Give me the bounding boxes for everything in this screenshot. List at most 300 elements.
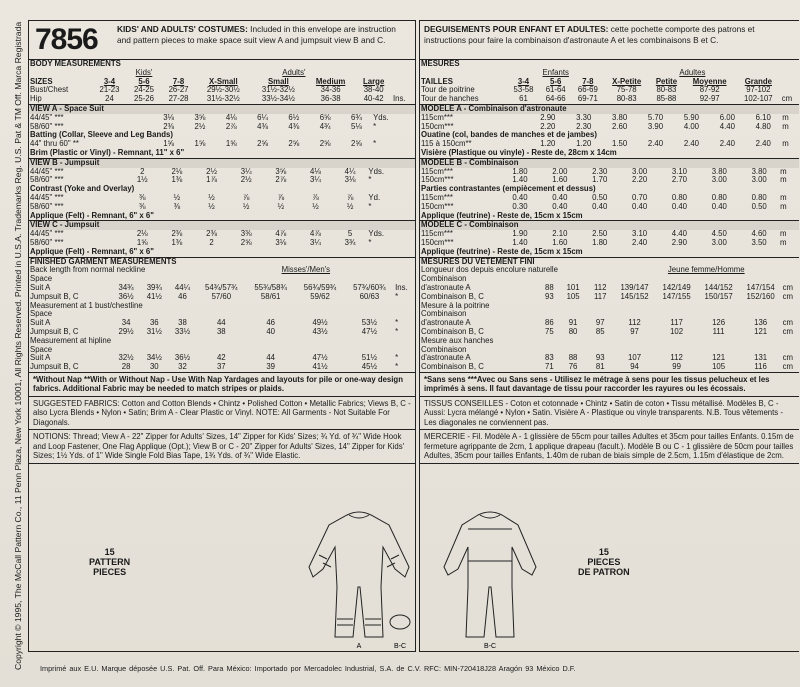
table-cell: 2.50 <box>592 229 608 239</box>
intro-en <box>117 24 411 45</box>
finished-sub-row <box>29 266 415 275</box>
finished-subtitle: Back length from normal neckline <box>30 265 146 275</box>
table-cell: 54¾/57¾ <box>205 282 238 292</box>
table-cell: 3¼ <box>240 166 252 176</box>
table-cell: 2⅜ <box>206 229 217 239</box>
row-label: Measurement at hipline <box>30 335 112 345</box>
table-cell: 0.40 <box>711 201 727 211</box>
unit-label: * <box>368 237 372 247</box>
table-cell: 0.40 <box>631 201 648 211</box>
pieces-word-1: PATTERN <box>89 557 131 567</box>
table-cell: 0.40 <box>552 201 568 211</box>
table-cell: 25-26 <box>134 94 154 104</box>
table-cell: ⅜ <box>139 201 146 211</box>
table-cell: 44 <box>216 318 226 328</box>
view-title: MODELE C - Combinaison <box>420 221 799 230</box>
table-cell: ⅞ <box>277 192 285 202</box>
table-cell: 36½ <box>118 291 134 301</box>
row-label: 44/45" *** <box>30 166 64 176</box>
modele-b-fr <box>420 159 799 222</box>
yardage-row <box>420 185 799 194</box>
table-cell: 107 <box>628 353 642 363</box>
table-cell: 46 <box>266 318 276 328</box>
row-label: Space <box>30 309 53 319</box>
table-cell: 142/149 <box>662 282 691 292</box>
table-cell: 6⅝ <box>319 112 331 122</box>
table-cell: 126 <box>712 318 726 328</box>
yardage-row <box>29 185 415 194</box>
yardage-row <box>29 194 415 203</box>
finished-subtitle: Longueur dos depuis encolure naturelle <box>421 265 558 275</box>
table-cell: 24-25 <box>134 85 154 95</box>
table-cell: 2⅝ <box>351 139 362 149</box>
view-title: VIEW B - Jumpsuit <box>29 159 415 168</box>
table-cell: 97 <box>595 318 605 328</box>
view-bc-back-drawing <box>393 507 570 651</box>
yardage-row <box>420 248 799 257</box>
table-cell: 31½ <box>146 326 162 336</box>
table-cell: 1⅝ <box>194 139 206 149</box>
row-label: Batting (Collar, Sleeve and Leg Bands) <box>30 130 173 140</box>
table-cell: ½ <box>277 201 285 211</box>
table-cell: 28 <box>121 362 131 372</box>
table-cell: 101 <box>566 282 580 292</box>
view-header-row <box>420 221 799 230</box>
english-panel <box>28 20 416 652</box>
table-cell: 1.60 <box>552 237 568 247</box>
table-cell: 2⅜ <box>163 121 175 131</box>
table-cell: 1⅜ <box>171 175 183 185</box>
row-label: Jumpsuit B, C <box>30 362 79 372</box>
unit-label: * <box>395 318 399 328</box>
table-cell: 71 <box>545 362 554 372</box>
table-cell: 46 <box>178 291 187 301</box>
row-label: Combinaison B, C <box>421 326 484 336</box>
unit-label: * <box>395 362 399 372</box>
table-cell: 0.50 <box>751 201 767 211</box>
unit-label: m <box>780 166 787 176</box>
finished-row <box>420 337 799 346</box>
table-cell: 3⅛ <box>163 112 175 122</box>
pieces-count: 15 <box>104 547 115 557</box>
table-cell: 116 <box>754 362 767 372</box>
body-measurements-title: BODY MEASUREMENTS <box>30 59 121 68</box>
modele-c-table <box>420 221 799 256</box>
table-cell: 61-64 <box>545 85 566 95</box>
row-label: Applique (Felt) - Remnant, 6" x 6" <box>30 210 154 220</box>
table-cell: 4.80 <box>755 121 771 131</box>
unit-label: * <box>395 291 399 301</box>
finished-row <box>29 302 415 311</box>
section-header-row <box>420 60 799 69</box>
unit-label: * <box>395 326 399 336</box>
table-cell: 66-69 <box>577 85 598 95</box>
table-cell: 2⅝ <box>288 139 300 149</box>
mesures-fr <box>420 60 799 105</box>
row-label: Applique (feutrine) - Reste de, 15cm x 15cm <box>421 210 583 220</box>
table-cell: 34 <box>121 318 131 328</box>
table-cell: 4.40 <box>719 121 735 131</box>
table-cell: 3¾ <box>344 237 356 247</box>
row-label: 150cm*** <box>421 201 454 211</box>
table-cell: 80-83 <box>616 94 637 104</box>
yardage-row <box>420 114 799 123</box>
table-cell: 2.90 <box>540 112 556 122</box>
table-cell: 2.40 <box>631 237 648 247</box>
row-label: 44/45" *** <box>30 112 64 122</box>
table-cell: 102-107 <box>744 94 773 104</box>
table-cell: 1.90 <box>512 229 528 239</box>
unit-label: Ins. <box>395 282 408 292</box>
table-cell: 139/147 <box>620 282 649 292</box>
modele-b-table <box>420 159 799 221</box>
nap-note-en: *Without Nap **With or Without Nap - Use With Nap Yardages and layouts for pile or one-way design fabrics. Additional Fabric may be needed to match stripes or plaids. <box>29 373 415 397</box>
finished-row <box>420 363 799 372</box>
table-cell: 6.10 <box>755 112 771 122</box>
table-cell: 4.60 <box>751 229 767 239</box>
size-Grande: Grande <box>744 76 772 86</box>
table-cell: 2.40 <box>683 139 700 149</box>
table-cell: 41½ <box>312 362 328 372</box>
unit-label: cm <box>782 353 794 363</box>
row-label: Contrast (Yoke and Overlay) <box>30 184 135 194</box>
intro-en-title: KIDS' AND ADULTS' COSTUMES: <box>117 24 248 34</box>
unit-label: m <box>782 139 789 149</box>
table-cell: 55¾/58¾ <box>254 282 287 292</box>
table-cell: 64-66 <box>545 94 566 104</box>
table-cell: ½ <box>208 201 215 211</box>
table-cell: 93 <box>595 353 605 363</box>
row-label: Space <box>30 274 53 284</box>
table-cell: 1⅞ <box>206 175 217 185</box>
size-X-Small: X-Small <box>209 76 238 86</box>
table-cell: 3⅛ <box>344 175 356 185</box>
row-label: 44" thru 60" ** <box>30 139 79 149</box>
table-cell: 3.80 <box>612 112 628 122</box>
size-3-4: 3-4 <box>517 76 530 86</box>
view-a-table <box>29 105 415 158</box>
table-cell: 3.80 <box>711 166 727 176</box>
table-cell: 112 <box>628 318 641 328</box>
table-cell: 4.00 <box>683 121 700 131</box>
table-cell: 136 <box>754 318 768 328</box>
table-cell: 2 <box>140 166 145 176</box>
table-cell: 31½-32½ <box>206 94 240 104</box>
size-5-6: 5-6 <box>138 76 150 86</box>
table-cell: 2 <box>209 237 214 247</box>
table-cell: 94 <box>630 362 639 372</box>
table-cell: 53½ <box>361 318 377 328</box>
table-cell: 3⅜ <box>240 229 252 239</box>
view-title: MODELE A - Combinaison d'astronaute <box>420 105 799 114</box>
table-cell: ⅞ <box>346 192 354 202</box>
table-cell: 24 <box>105 94 114 104</box>
size-5-6: 5-6 <box>550 76 562 86</box>
table-cell: 1½ <box>136 175 148 185</box>
modele-a-table <box>420 105 799 158</box>
table-cell: 147/155 <box>662 291 691 301</box>
table-cell <box>781 69 799 78</box>
table-cell: 99 <box>672 362 681 372</box>
table-cell: 88 <box>545 282 554 292</box>
unit-label: cm <box>782 291 794 301</box>
table-cell: 117 <box>670 318 683 328</box>
table-cell: 6½ <box>288 112 300 122</box>
figure-area-fr <box>393 507 799 651</box>
table-cell: 0.70 <box>631 192 648 202</box>
group-2-label: Adults' <box>282 67 306 77</box>
row-label: Measurement at 1 bust/chestline <box>30 300 143 310</box>
table-cell: 4⅛ <box>310 166 321 176</box>
table-cell: 34-36 <box>320 85 341 95</box>
table-cell: 3.00 <box>751 175 767 185</box>
table-cell: 3.10 <box>631 229 648 239</box>
yardage-row <box>420 168 799 177</box>
pattern-pieces-fr <box>578 547 630 577</box>
row-label: Visière (Plastique ou vinyle) - Reste de, 28cm x 14cm <box>421 147 617 157</box>
row-label: Jumpsuit B, C <box>30 291 79 301</box>
row-label: d'astronaute A <box>421 353 471 363</box>
table-cell: 59/62 <box>310 291 330 301</box>
table-cell: 2⅝ <box>257 139 268 149</box>
view-c-table <box>29 221 415 256</box>
table-cell: 1.80 <box>512 166 528 176</box>
table-cell: 2.40 <box>719 139 735 149</box>
table-cell: 0.80 <box>711 192 727 202</box>
unit-label: cm <box>781 94 793 104</box>
row-label: Suit A <box>30 318 51 328</box>
table-cell: 39¾ <box>146 282 162 292</box>
finished-row <box>29 337 415 346</box>
fini-table <box>420 258 799 372</box>
row-label: Suit A <box>30 353 51 363</box>
table-cell: 3.00 <box>711 175 727 185</box>
modele-a-fr <box>420 105 799 159</box>
yardage-row <box>29 248 415 257</box>
measurement-row <box>29 95 415 104</box>
table-cell: 152/160 <box>746 291 775 301</box>
row-label: 115cm*** <box>421 229 453 239</box>
table-cell: 0.80 <box>751 192 767 202</box>
table-cell: 3.00 <box>711 237 727 247</box>
row-label: 44/45" *** <box>30 229 64 239</box>
copyright-sidebar <box>2 20 24 670</box>
table-cell: 1.40 <box>512 175 528 185</box>
row-label: 44/45" *** <box>30 192 64 202</box>
mesures-table <box>420 60 799 104</box>
pieces-word-1-fr: PIECES <box>587 557 621 567</box>
row-label: Mesure à la poitrine <box>421 300 490 310</box>
table-cell: 2.00 <box>552 166 568 176</box>
table-cell: ⅜ <box>139 192 146 202</box>
intro-fr-text: cette pochette comporte des patrons et instructions pour faire la combinaison d'astronaute A et les combinaisons B et C. <box>424 24 755 45</box>
group-2-label: Adultes <box>679 67 706 77</box>
table-cell: 112 <box>594 282 607 292</box>
table-cell: 91 <box>568 318 578 328</box>
table-cell: 1.80 <box>592 237 608 247</box>
row-label: 58/60" *** <box>30 201 64 211</box>
finished-measurements-table <box>29 258 415 372</box>
yardage-row <box>420 230 799 239</box>
pieces-word-2-fr: DE PATRON <box>578 567 630 577</box>
yardage-row <box>420 149 799 158</box>
unit-label: m <box>779 237 787 247</box>
table-cell: 2⅞ <box>275 175 287 185</box>
yardage-row <box>29 230 415 239</box>
finished-row <box>420 346 799 355</box>
row-label: 115cm*** <box>421 112 453 122</box>
table-cell: 21-23 <box>99 85 120 95</box>
copyright-text: Copyright © 1995, The McCall Pattern Co., 11 Penn Plaza, New York 10001, All Rights Reserved. Printed in U.S.A. Trademarks Reg. U.S. Pat & TM Off. Marca Registrada <box>13 21 23 670</box>
fabrics-en: SUGGESTED FABRICS: Cotton and Cotton Blends • Chintz • Polished Cotton • Metallic Fabrics; Views B, C - also Lycra Blends • Nylon • Satin; Brim A - Clear Plastic or Vinyl. NOTE: All Garments - Not Suitable For Diagonals. <box>29 397 415 431</box>
row-label: Applique (Felt) - Remnant, 6" x 6" <box>30 246 154 256</box>
unit-label: * <box>368 201 372 211</box>
table-cell: 33½-34½ <box>261 94 295 104</box>
row-label: 150cm*** <box>421 175 454 185</box>
size-7-8: 7-8 <box>582 76 594 86</box>
table-cell: 40-42 <box>363 94 384 104</box>
table-cell: 40 <box>266 326 276 336</box>
finished-title: MESURES DU VETEMENT FINI <box>421 256 535 266</box>
table-cell: 5.90 <box>683 112 700 122</box>
french-panel <box>393 20 799 652</box>
table-cell: 1⅝ <box>163 139 175 149</box>
table-cell: 3¼ <box>310 175 321 185</box>
table-cell: 150/157 <box>704 291 733 301</box>
table-cell: 53-58 <box>513 85 534 95</box>
table-cell: 2.40 <box>755 139 771 149</box>
table-cell: 145/152 <box>620 291 649 301</box>
table-cell: 38-40 <box>363 85 384 95</box>
table-cell: 39 <box>266 362 276 372</box>
table-cell: 29½-30½ <box>206 85 240 95</box>
table-cell: 36½ <box>174 353 191 363</box>
table-cell: 3.10 <box>671 166 688 176</box>
table-cell: 85 <box>595 326 605 336</box>
row-label: 150cm*** <box>421 237 454 247</box>
unit-label: cm <box>782 282 794 292</box>
table-cell: 88 <box>568 353 578 363</box>
table-cell: 3.80 <box>751 166 767 176</box>
table-cell: 1.50 <box>612 139 628 149</box>
table-cell: 105 <box>566 291 580 301</box>
table-cell: 0.40 <box>512 192 528 202</box>
table-cell: 75 <box>545 326 554 336</box>
table-cell: 1.60 <box>552 175 568 185</box>
table-cell: 117 <box>594 291 607 301</box>
figure-label-bc-2: B-C <box>483 643 497 650</box>
table-cell: 4⅛ <box>225 112 237 122</box>
unit-label: Ins. <box>392 94 406 104</box>
table-cell: 4⅜ <box>288 121 300 131</box>
table-cell: 69-71 <box>577 94 598 104</box>
table-cell: 2.10 <box>552 229 568 239</box>
unit-label: cm <box>782 326 794 336</box>
table-cell: 1.20 <box>540 139 556 149</box>
view-b-table <box>29 159 415 221</box>
view-title: VIEW A - Space Suit <box>29 105 415 114</box>
table-cell: ⅞ <box>312 192 319 202</box>
row-label: Space <box>30 344 53 354</box>
size-3-4: 3-4 <box>103 76 116 86</box>
finished-row <box>420 310 799 319</box>
row-label: 58/60" *** <box>30 175 64 185</box>
pieces-count-fr: 15 <box>598 547 609 557</box>
table-cell: 29½ <box>118 326 134 336</box>
view-b-en <box>29 159 415 222</box>
table-cell: 38 <box>216 326 226 336</box>
table-cell: 38 <box>178 318 187 328</box>
table-cell <box>781 78 799 87</box>
table-cell: 27-28 <box>168 94 189 104</box>
table-cell: 5.70 <box>647 112 664 122</box>
notions-en: NOTIONS: Thread; View A - 22" Zipper for Adults' Sizes, 14" Zipper for Kids' Sizes; ¾ Yd. of ¾" Wide Hook and Loop Fastener, One Flag Applique (Opt.); View B or C - 20" Zipper for Adults' Sizes, 14" Zipper for Kids' Sizes; 1½ Yds. of 1" Wide Single Fold Bias Tape, 1¾ Yds. of ¾" Wide Elastic. <box>29 430 415 464</box>
table-cell: 4.40 <box>671 229 687 239</box>
view-header-row <box>420 159 799 168</box>
table-cell: 87-92 <box>699 85 720 95</box>
mesures-title: MESURES <box>421 59 460 68</box>
table-cell: 32½ <box>118 353 134 363</box>
figure-label-a: A <box>356 643 362 650</box>
table-cell: 121 <box>754 326 768 336</box>
table-cell: 144/152 <box>704 282 733 292</box>
table-cell: 2.40 <box>647 139 664 149</box>
size-row <box>420 78 799 87</box>
table-cell: 49½ <box>312 318 328 328</box>
table-cell: 92-97 <box>699 94 720 104</box>
finished-group: Misses'/Men's <box>281 265 331 275</box>
finished-row <box>29 363 415 372</box>
row-label: Applique (feutrine) - Reste de, 15cm x 15cm <box>421 246 583 256</box>
body-measurements-en <box>29 60 415 105</box>
row-label: d'astronaute A <box>421 318 471 328</box>
table-cell: 3.50 <box>751 237 767 247</box>
table-cell: 42 <box>216 353 226 363</box>
unit-label: Yds. <box>373 112 389 122</box>
yardage-row <box>420 194 799 203</box>
table-cell: 0.30 <box>512 201 528 211</box>
measure-label: Tour de hanches <box>421 94 479 104</box>
table-cell: 4¼ <box>344 166 356 176</box>
intro-en-text: Included in this envelope are instruction and pattern pieces to make space suit view A and jumpsuit view B and C. <box>117 24 396 45</box>
section-header-row <box>29 60 415 69</box>
unit-label: m <box>779 229 787 239</box>
unit-label: m <box>782 112 789 122</box>
size-X-Petite: X-Petite <box>612 76 642 86</box>
table-cell: 61 <box>519 94 528 104</box>
unit-label: * <box>373 121 377 131</box>
measure-label: Tour de poitrine <box>421 85 475 95</box>
row-label: 115cm*** <box>421 192 453 202</box>
table-cell: 0.40 <box>552 192 568 202</box>
table-cell: 83 <box>545 353 554 363</box>
row-label: 58/60" *** <box>30 121 64 131</box>
table-cell: 75-78 <box>616 85 637 95</box>
unit-label: Yds. <box>368 166 385 176</box>
table-cell: 1.70 <box>592 175 608 185</box>
measurement-row <box>420 95 799 104</box>
title-section <box>29 21 415 60</box>
size-Medium: Medium <box>315 76 346 86</box>
finished-row <box>420 275 799 284</box>
table-cell: 76 <box>568 362 578 372</box>
view-header-row <box>420 105 799 114</box>
table-cell: 44 <box>266 353 276 363</box>
table-cell: 4⅜ <box>257 121 268 131</box>
table-cell: 2.70 <box>671 175 688 185</box>
table-cell: 3⅛ <box>275 237 287 247</box>
row-label: Jumpsuit B, C <box>30 326 79 336</box>
